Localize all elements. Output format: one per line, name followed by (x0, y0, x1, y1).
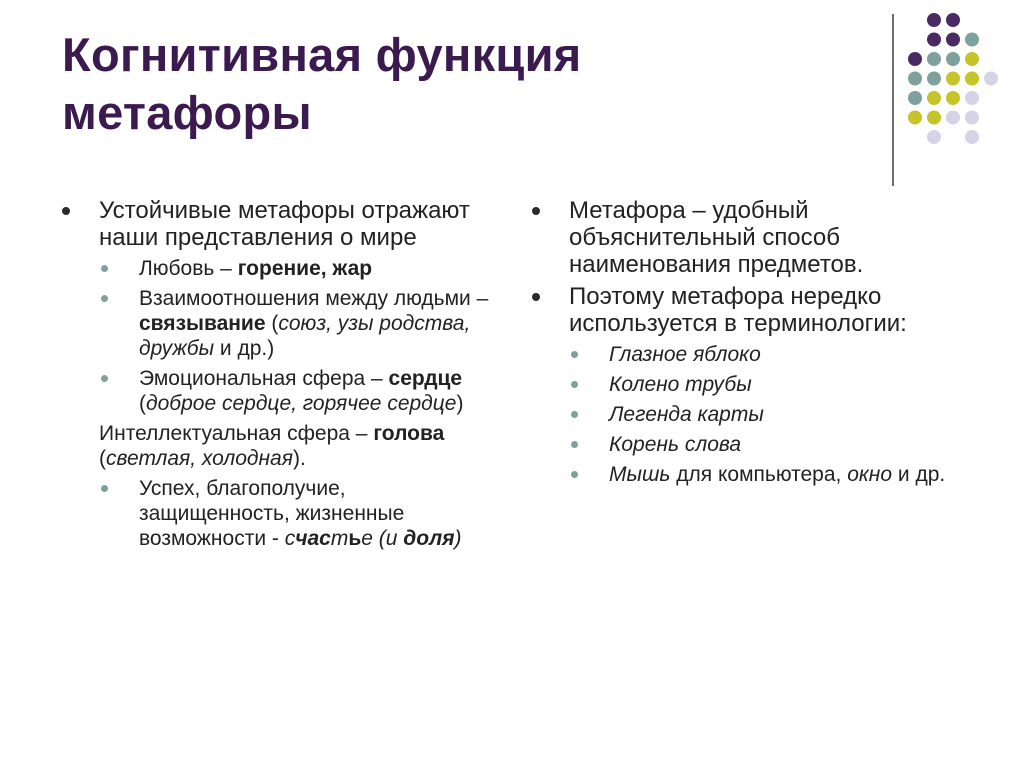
decor-dot (965, 91, 979, 105)
sub-bullet-eyeball: Глазное яблоко (532, 342, 982, 367)
sub-bullet-emotional-sphere: Эмоциональная сфера – сердце (доброе сердце, горячее сердце) (62, 366, 502, 416)
dot-grid-decoration (905, 6, 1015, 166)
slide-title: Когнитивная функция метафоры (62, 28, 582, 139)
sub-bullet-dot (571, 351, 578, 358)
decor-dot (965, 52, 979, 66)
sub-bullet-dot (571, 381, 578, 388)
right-column (532, 197, 982, 492)
decorative-divider (892, 14, 894, 186)
decor-dot (927, 52, 941, 66)
bullet-stable-metaphors: Устойчивые метафоры отражают наши представления о мире (62, 197, 502, 251)
decor-dot (946, 111, 960, 125)
decor-dot (984, 72, 998, 86)
sub-bullet-computer-mouse: Мышь для компьютера, окно и др. (532, 462, 982, 487)
decor-dot (946, 13, 960, 27)
decor-dot (965, 130, 979, 144)
bullet-dot (532, 293, 540, 301)
sub-bullet-pipe-elbow: Колено трубы (532, 372, 982, 397)
sub-bullet-love: Любовь – горение, жар (62, 256, 502, 281)
left-column (62, 197, 502, 556)
decor-dot (946, 33, 960, 47)
sub-bullet-dot (101, 485, 108, 492)
decor-dot (908, 91, 922, 105)
decor-dot (946, 91, 960, 105)
sub-bullet-dot (571, 471, 578, 478)
decor-dot (927, 130, 941, 144)
sub-bullet-dot (571, 441, 578, 448)
decor-dot (927, 91, 941, 105)
sub-bullet-dot (101, 295, 108, 302)
bullet-dot (532, 207, 540, 215)
decor-dot (946, 72, 960, 86)
decor-dot (908, 52, 922, 66)
decor-dot (946, 52, 960, 66)
decor-dot (965, 111, 979, 125)
decor-dot (965, 72, 979, 86)
bullet-metaphor-convenient: Метафора – удобный объяснительный способ наименования предметов. (532, 197, 982, 278)
decor-dot (927, 13, 941, 27)
decor-dot (908, 111, 922, 125)
bullet-dot (62, 207, 70, 215)
bullet-metaphor-terminology: Поэтому метафора нередко используется в терминологии: (532, 283, 982, 337)
decor-dot (927, 111, 941, 125)
sub-bullet-dot (571, 411, 578, 418)
sub-bullet-word-root: Корень слова (532, 432, 982, 457)
decor-dot (965, 33, 979, 47)
sub-bullet-dot (101, 265, 108, 272)
sub-bullet-dot (101, 375, 108, 382)
decor-dot (927, 33, 941, 47)
sub-bullet-relationships: Взаимоотношения между людьми – связывание (союз, узы родства, дружбы и др.) (62, 286, 502, 361)
decor-dot (908, 72, 922, 86)
paragraph-intellectual-sphere: Интеллектуальная сфера – голова (светлая, холодная). (99, 422, 445, 470)
decor-dot (927, 72, 941, 86)
sub-bullet-success: Успех, благополучие, защищенность, жизненные возможности - счастье (и доля) (62, 476, 502, 551)
sub-bullet-map-legend: Легенда карты (532, 402, 982, 427)
